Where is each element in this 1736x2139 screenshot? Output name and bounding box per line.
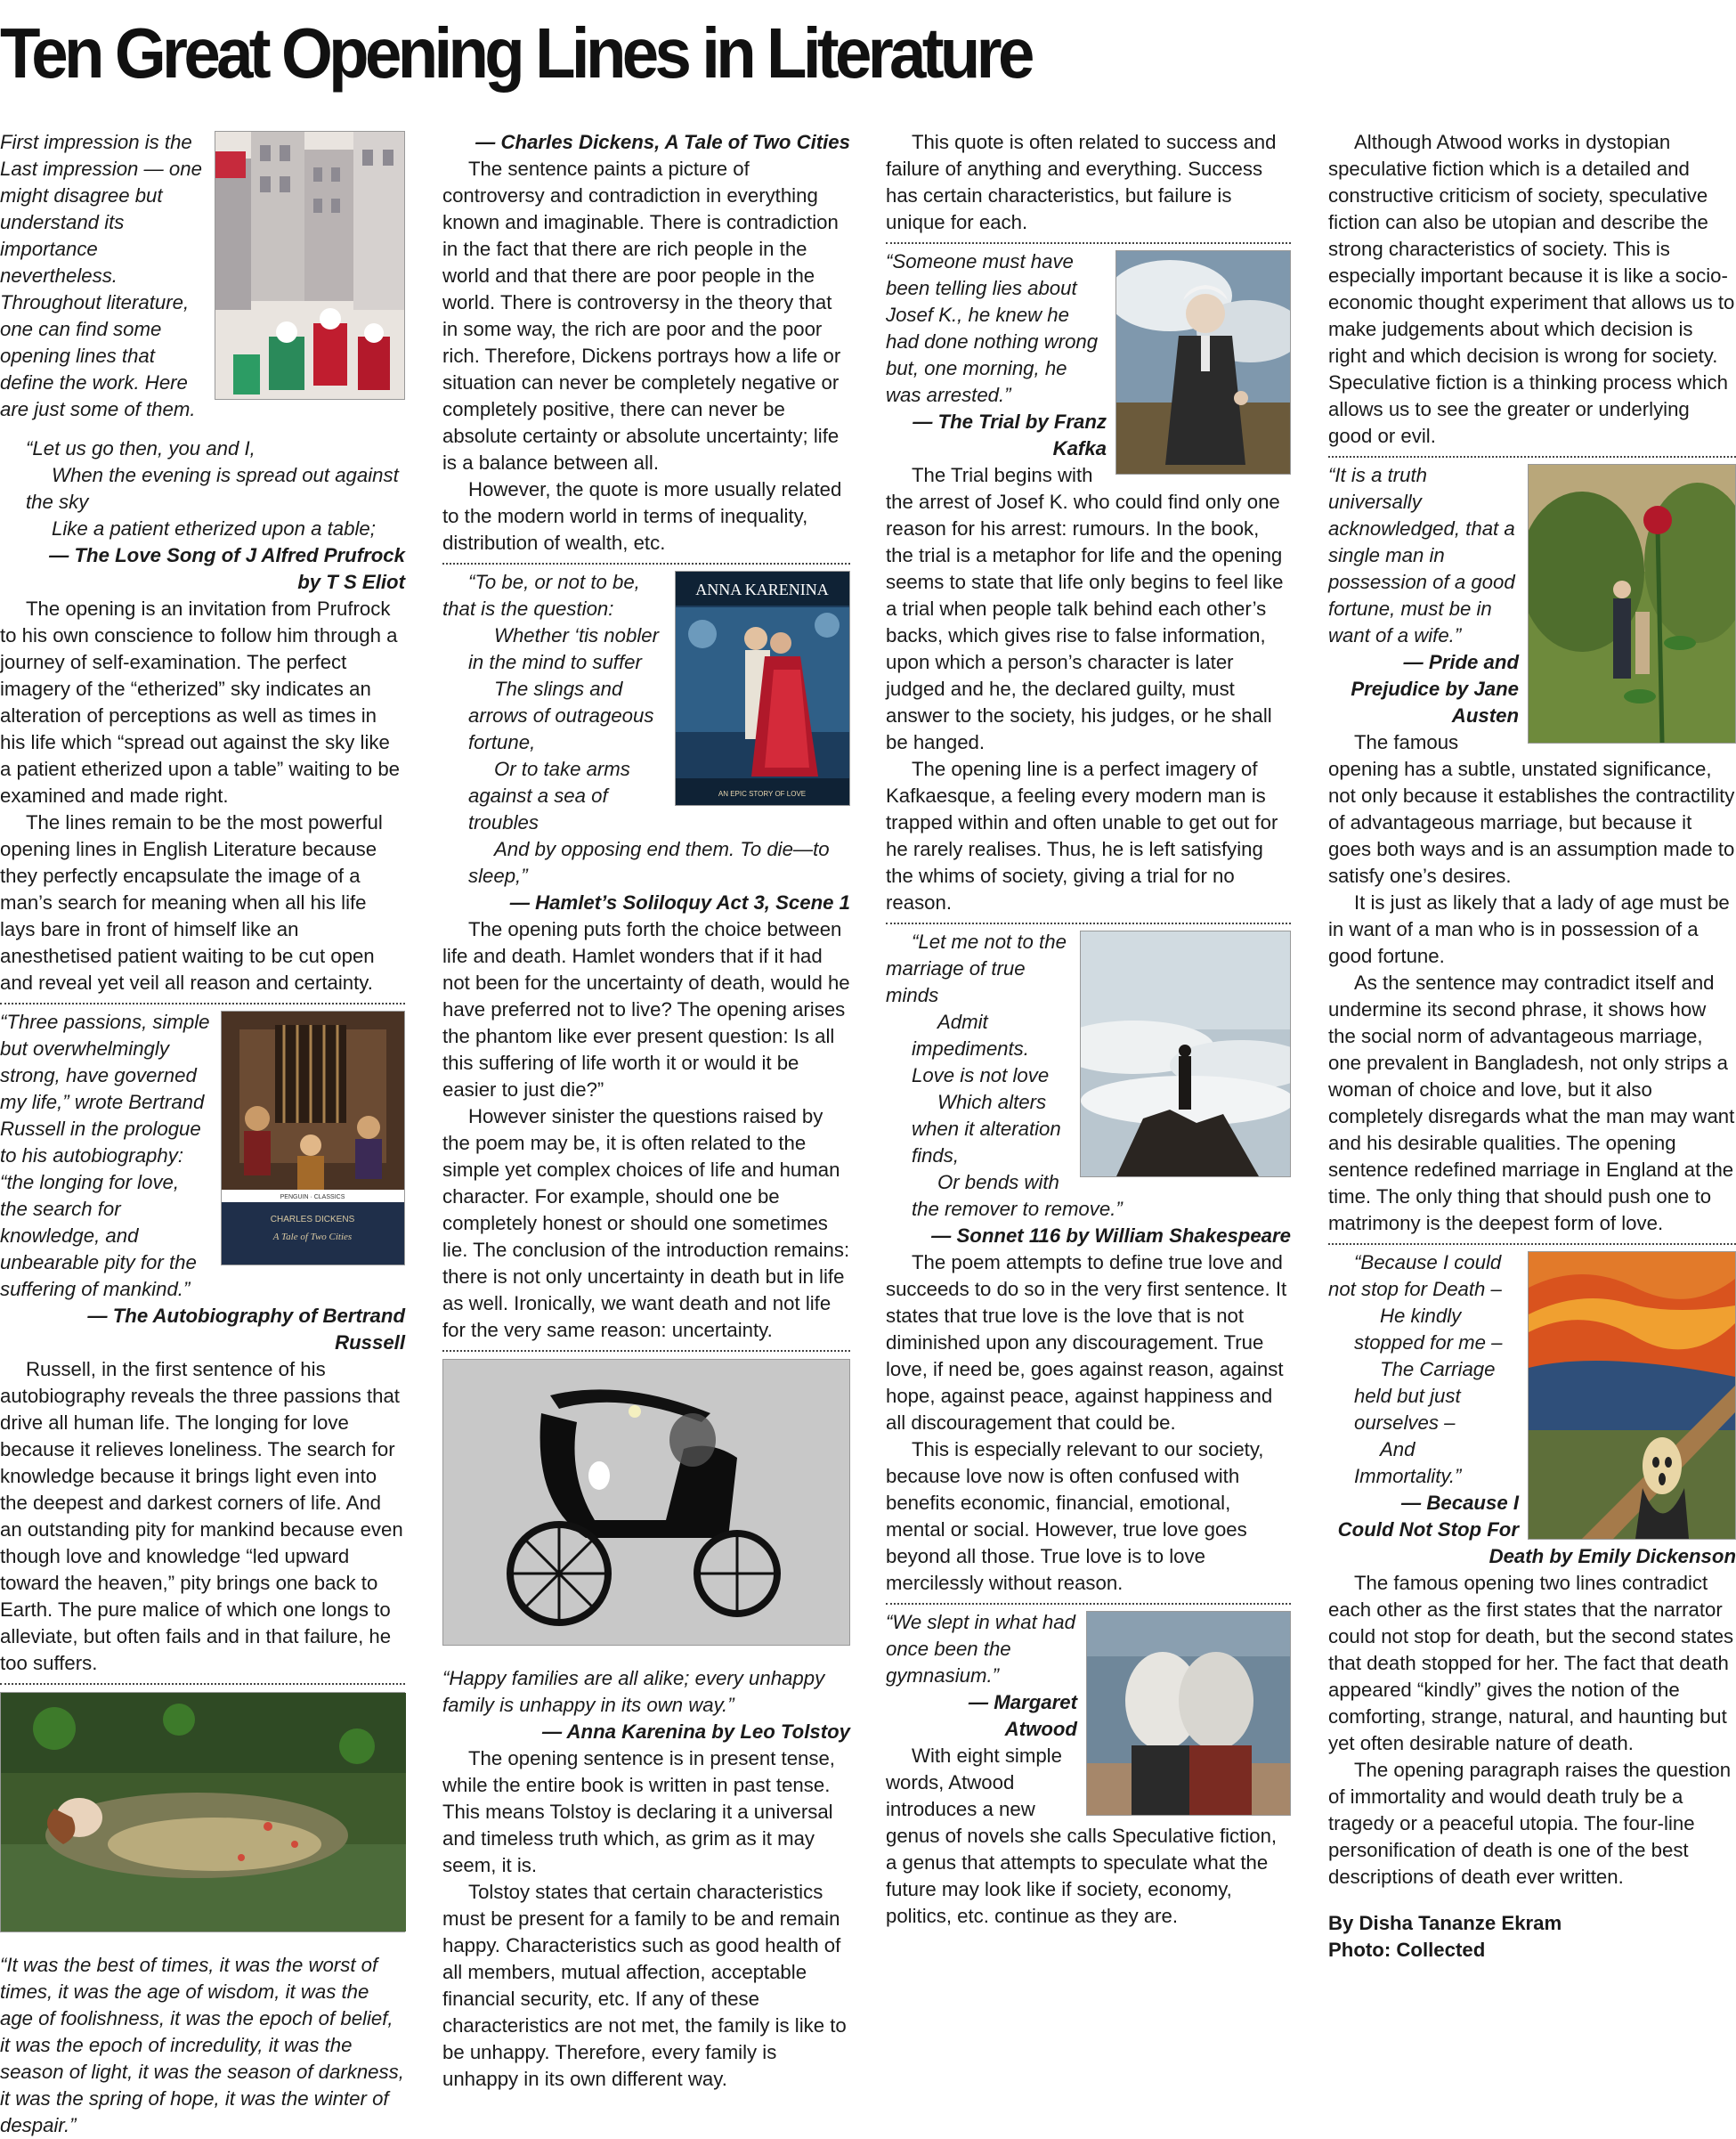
page-title: Ten Great Opening Lines in Literature <box>0 13 1031 93</box>
divider <box>886 1603 1291 1605</box>
column-1 <box>0 129 405 2139</box>
hamlet-quote-line-4: Or to take arms against a sea of troubles <box>468 758 630 834</box>
prufrock-quote-line-1: “Let us go then, you and I, <box>26 437 256 460</box>
scream-painting <box>1528 1251 1736 1540</box>
kafka-paragraph-1: The Trial begins with the arrest of Josef K. who could find only one reason for his arrest: rumours. In the book, the trial is a metaphor for life and the opening seems to state that life only begins to feel like a trial when people talk behind each other’s backs, which gives rise to false information, upon which a person’s character is later judged and he, the declared guilty, must answer to the society, his judges, or he shall be hanged. <box>886 464 1284 753</box>
book-cover-series: PENGUIN · CLASSICS <box>280 1194 345 1200</box>
tolstoy-attribution: — Anna Karenina by Leo Tolstoy <box>541 1720 850 1743</box>
atwood-quote: “We slept in what had once been the gymnasium.” <box>886 1611 1075 1687</box>
divider <box>0 1003 405 1004</box>
prufrock-paragraph-1: The opening is an invitation from Prufrock to his own conscience to follow him through a journey of self-examination. The perfect imagery of the “etherized” sky indicates an alteration of perceptions as well as times in his life which “spread out against the sky like a patient etherized upon a table” waiting to be examined and made right. <box>0 598 400 807</box>
kafka-portrait <box>1115 250 1291 475</box>
austen-quote: “It is a truth universally acknowledged, that a single man in possession of a good fortune, must be in want of a wife.” <box>1328 464 1515 647</box>
poster-tagline: AN EPIC STORY OF LOVE <box>718 790 807 798</box>
book-cover-title: A Tale of Two Cities <box>272 1232 353 1242</box>
divider <box>886 242 1291 244</box>
hamlet-attribution: — Hamlet’s Soliloquy Act 3, Scene 1 <box>509 891 850 914</box>
prufrock-paragraph-2: The lines remain to be the most powerful opening lines in English Literature because they perfectly encapsulate the image of a man’s search for meaning when all his life lays bare in front of himself like an anesthetised patient waiting to be cut open and reveal yet veil all reason and certainty. <box>0 811 383 994</box>
sonnet-paragraph-1: The poem attempts to define true love and succeeds to do so in the very first sentence. It states that true love is the love that is not diminished upon any discouragement. True love, if need be, goes against reason, against hope, against peace, against happiness and all discouragement that could be. <box>886 1251 1287 1434</box>
hamlet-quote-line-2: Whether ‘tis nobler in the mind to suffer <box>468 624 659 673</box>
atwood-attribution: — Margaret Atwood <box>968 1691 1077 1740</box>
dickens-quote: “It was the best of times, it was the worst of times, it was the age of wisdom, it was the age of foolishness, it was the epoch of belief, it was the epoch of incredulity, it was the season of light, it was the season of darkness, it was the spring of hope, it was the winter of despair.” <box>0 1954 404 2136</box>
prufrock-attribution: — The Love Song of J Alfred Prufrock by T S Eliot <box>49 544 405 593</box>
divider <box>886 923 1291 924</box>
column-3 <box>886 129 1291 1930</box>
dickens-paragraph-1: The sentence paints a picture of controversy and contradiction in everything known and imaginable. There is contradiction in the fact that there are rich people in the world and that there are poor people in the world. There is controversy in the theory that in some way, the rich are poor and the poor rich. Therefore, Dickens portrays how a life or situation can never be completely negative or completely positive, there can never be absolute certainty or absolute uncertainty; life is a balance between all. <box>442 158 841 474</box>
austen-attribution: — Pride and Prejudice by Jane Austen <box>1351 651 1519 727</box>
hamlet-paragraph-1: The opening puts forth the choice between life and death. Hamlet wonders that if it had not been for the uncertainty of death, would he have preferred not to live? The opening arises the phantom like ever present question: Is all this suffering of life worth it or would it be easier to just die?” <box>442 918 850 1101</box>
divider <box>1328 1243 1736 1245</box>
photo-credit: Photo: Collected <box>1328 1939 1486 1961</box>
book-cover-image <box>221 1011 405 1265</box>
wanderer-painting <box>1080 931 1291 1177</box>
column-2-body <box>442 129 850 2093</box>
russell-quote: “Three passions, simple but overwhelmingly strong, have governed my life,” wrote Bertrand Russell in the prologue to his autobiography: “the longing for love, the search for knowledge, and unbearable pity for the suffering of mankind.” <box>0 1011 210 1300</box>
atwood-paragraph-2: Although Atwood works in dystopian speculative fiction which is a detailed and constructive criticism of society, speculative fiction can also be utopian and describe the strong characteristics of society. This is especially important because it is like a socio-economic thought experiment that allows us to make judgements about which decision is right and which decision is wrong for society. Speculative fiction is a thinking process which allows us to see the greater or underlying good or evil. <box>1328 131 1735 447</box>
dickinson-paragraph-2: The opening paragraph raises the question of immortality and would death truly be a tragedy or a peaceful utopia. The four-line personification of death is one of the best descriptions of death ever written. <box>1328 1759 1732 1888</box>
kafka-paragraph-2: The opening line is a perfect imagery of Kafkaesque, a feeling every modern man is trapped within and often unable to get out for he rarely realises. Thus, he is left satisfying the whims of society, giving a trial for no reason. <box>886 758 1278 914</box>
austen-paragraph-3: As the sentence may contradict itself and undermine its second phrase, it shows how the social norm of advantageous marriage, one prevalent in Bangladesh, not only strips a woman of choice and love, but it also completely disregards what the man may want and his desirable qualities. The opening sentence redefined marriage in England at the time. The only thing that should push one to matrimony is the deepest form of love. <box>1328 972 1735 1234</box>
sonnet-quote-line-4: Or bends with the remover to remove.” <box>912 1171 1123 1220</box>
rose-painting <box>1528 464 1736 744</box>
carriage-illustration <box>442 1359 850 1646</box>
austen-paragraph-1: The famous opening has a subtle, unstated significance, not only because it establishes the contractility of advantageous marriage, but because it goes both ways and is an assumption made to satisfy one’s desires. <box>1328 731 1735 887</box>
poster-title: ANNA KARENINA <box>695 581 829 598</box>
dickens-attribution: — Charles Dickens, A Tale of Two Cities <box>475 131 850 153</box>
dickinson-attribution: — Because I Could Not Stop For Death by Emily Dickenson <box>1337 1492 1736 1567</box>
sonnet-quote-line-1: “Let me not to the marriage of true minds <box>886 931 1067 1006</box>
dickinson-quote-line-3: The Carriage held but just ourselves – <box>1354 1358 1496 1434</box>
lovers-painting <box>1086 1611 1291 1816</box>
dickens-paragraph-2: However, the quote is more usually related to the modern world in terms of inequality, distribution of wealth, etc. <box>442 478 842 554</box>
tolstoy-paragraph-1: The opening sentence is in present tense, while the entire book is written in past tense. This means Tolstoy is declaring it a universal and timeless truth which, as grim as it may seem, it is. <box>442 1747 835 1876</box>
divider <box>0 1683 405 1685</box>
sonnet-quote-line-2: Admit impediments. Love is not love <box>912 1011 1050 1086</box>
russell-attribution: — The Autobiography of Bertrand Russell <box>87 1305 405 1354</box>
tolstoy-paragraph-2: Tolstoy states that certain characteristics must be present for a family to be and remain happy. Characteristics such as good health of all members, mutual affection, acceptable financial security, etc. If any of these characteristics are not met, the family is like to be unhappy. Therefore, every family is unhappy in its own different way. <box>442 1881 847 2090</box>
book-cover-author: CHARLES DICKENS <box>270 1215 355 1224</box>
sonnet-quote-line-3: Which alters when it alteration finds, <box>912 1091 1061 1167</box>
prufrock-quote-line-2: When the evening is spread out against the sky <box>26 464 399 513</box>
dickinson-quote-line-1: “Because I could not stop for Death – <box>1328 1251 1502 1300</box>
hamlet-quote-line-1: “To be, or not to be, that is the question: <box>442 571 640 620</box>
divider <box>442 1350 850 1352</box>
city-illustration <box>215 131 405 400</box>
divider <box>1328 456 1736 458</box>
author-byline: By Disha Tananze Ekram <box>1328 1912 1562 1934</box>
tolstoy-quote: “Happy families are all alike; every unhappy family is unhappy in its own way.” <box>442 1667 825 1716</box>
hamlet-paragraph-2: However sinister the questions raised by the poem may be, it is often related to the simple yet complex choices of life and human character. For example, should one be completely honest or should one sometimes lie. The conclusion of the introduction remains: there is not only uncertainty in death but in life as well. Ironically, we want death and not life for the very same reason: uncertainty. <box>442 1105 850 1341</box>
tolstoy-paragraph-3: This quote is often related to success and failure of anything and everything. Success has certain characteristics, but failure is unique for each. <box>886 131 1277 233</box>
russell-paragraph-1: Russell, in the first sentence of his autobiography reveals the three passions that drive all human life. The longing for love because it relieves loneliness. The search for knowledge because it brings light even into the deepest and darkest corners of life. And an outstanding pity for mankind because even though love and knowledge “led upward toward the heaven,” pity brings one back to Earth. The pure malice of which one longs to alleviate, but often fails and in that failure, he too suffers. <box>0 1358 403 1674</box>
hamlet-quote-line-5: And by opposing end them. To die—to sleep,” <box>468 838 830 887</box>
sonnet-attribution: — Sonnet 116 by William Shakespeare <box>931 1224 1291 1247</box>
dickinson-quote-line-4: And Immortality.” <box>1354 1438 1462 1487</box>
dickinson-paragraph-1: The famous opening two lines contradict each other as the first states that the narrator could not stop for death, but the second states that death stopped for her. The fact that death appeared “kindly” gives the notion of the comforting, strange, natural, and haunting but yet often desirable nature of death. <box>1328 1572 1734 1754</box>
ophelia-painting <box>0 1692 405 1932</box>
dickinson-quote-line-2: He kindly stopped for me – <box>1354 1305 1503 1354</box>
divider <box>442 563 850 565</box>
kafka-quote: “Someone must have been telling lies about Josef K., he knew he had done nothing wrong but, one morning, he was arrested.” <box>886 250 1099 406</box>
kafka-attribution: — The Trial by Franz Kafka <box>913 411 1107 460</box>
column-4 <box>1328 129 1736 1964</box>
prufrock-quote-line-3: Like a patient etherized upon a table; <box>52 517 376 540</box>
sonnet-paragraph-2: This is especially relevant to our society, because love now is often confused with benefits economic, financial, emotional, mental or social. However, true love goes beyond all those. True love is to love mercilessly without reason. <box>886 1438 1264 1594</box>
atwood-paragraph-1: With eight simple words, Atwood introduces a new genus of novels she calls Speculative fiction, a genus that attempts to speculate what the future may look like if society, economy, politics, etc. continue as they are. <box>886 1745 1278 1927</box>
anna-karenina-poster <box>675 571 850 806</box>
hamlet-quote-line-3: The slings and arrows of outrageous fortune, <box>468 678 654 753</box>
intro-text: First impression is the Last impression — one might disagree but understand its importance nevertheless. Throughout literature, one can find some opening lines that define the work. Here are just some of them. <box>0 131 202 420</box>
austen-paragraph-2: It is just as likely that a lady of age must be in want of a man who is in possession of a good fortune. <box>1328 891 1730 967</box>
